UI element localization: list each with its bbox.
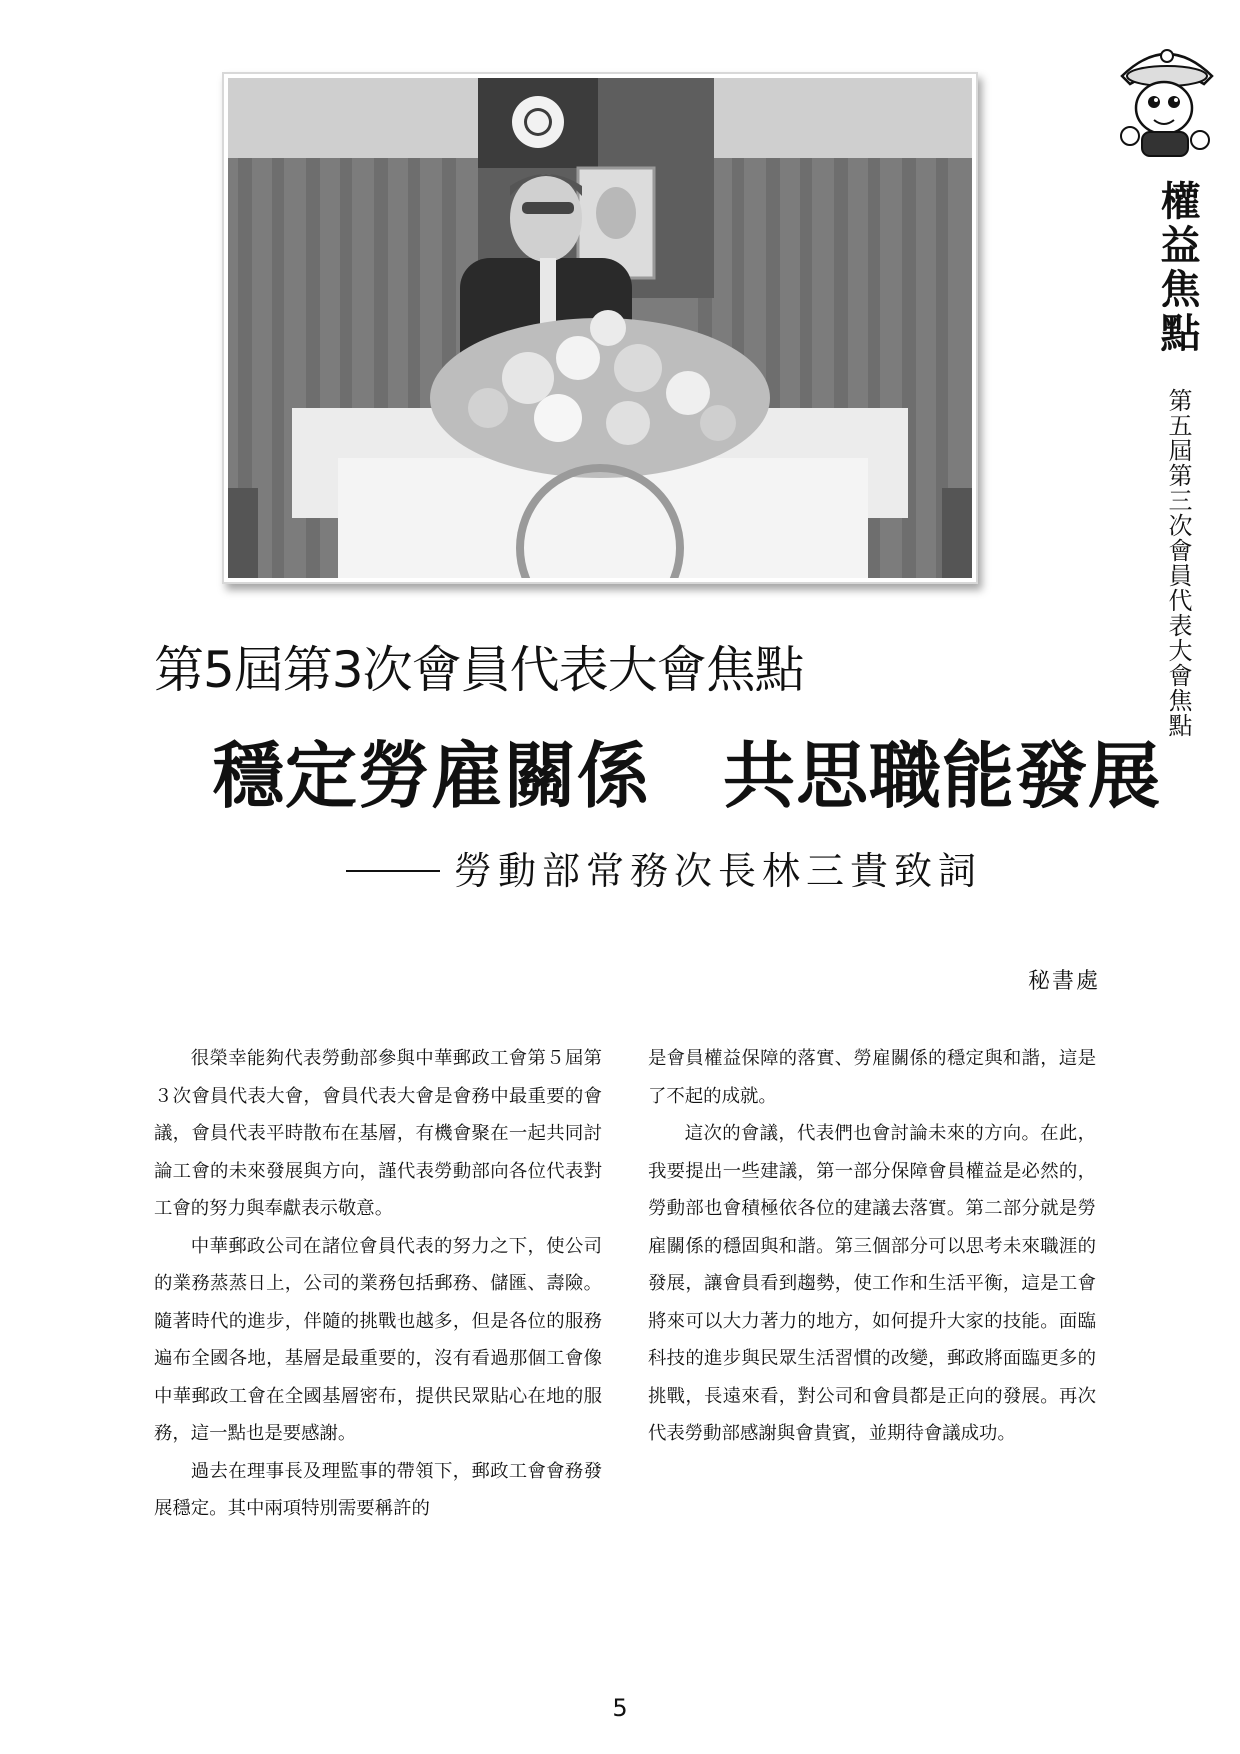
body-paragraph: 這次的會議，代表們也會討論未來的方向。在此，我要提出一些建議，第一部分保障會員權益是必然的，勞動部也會積極依各位的建議去落實。第二部分就是勞雇關係的穩固與和諧。第三個部分可以思考未來職涯的發展，讓會員看到趨勢，使工作和生活平衡，這是工會將來可以大力著力的地方，如何提升大家的技能。面臨科技的進步與民眾生活習慣的改變，郵政將面臨更多的挑戰，長遠來看，對公司和會員都是正向的發展。再次代表勞動部感謝與會貴賓，並期待會議成功。 — [648, 1123, 1096, 1444]
body-column-left — [154, 1040, 602, 1528]
body-column-right — [648, 1040, 1096, 1453]
section-category: 權益焦點 — [1154, 180, 1201, 356]
body-paragraph: 過去在理事長及理監事的帶領下，郵政工會會務發展穩定。其中兩項特別需要稱許的 — [154, 1460, 602, 1519]
speaker-podium-photo — [228, 78, 972, 578]
page-number: 5 — [612, 1694, 628, 1722]
body-paragraph: 中華郵政公司在諸位會員代表的努力之下，使公司的業務蒸蒸日上，公司的業務包括郵務、儲匯、壽險。隨著時代的進步，伴隨的挑戰也越多，但是各位的服務遍布全國各地，基層是最重要的，沒有看過那個工會像中華郵政工會在全國基層密布，提供民眾貼心在地的服務，這一點也是要感謝。 — [154, 1235, 602, 1444]
section-side-title: 第五屆第三次會員代表大會焦點 — [1164, 388, 1192, 738]
subhead-text: 勞動部常務次長林三貴致詞 — [454, 849, 983, 893]
article-author: 秘書處 — [1027, 969, 1100, 994]
em-dash-rule — [346, 870, 440, 872]
article-subhead — [346, 840, 1066, 895]
article-headline: 穩定勞雇關係 共思職能發展 — [212, 733, 1162, 818]
article-kicker: 第5屆第3次會員代表大會焦點 — [154, 641, 804, 699]
police-mascot-icon — [1112, 36, 1222, 162]
speaker-photo — [222, 72, 978, 584]
body-paragraph: 是會員權益保障的落實、勞雇關係的穩定與和諧，這是了不起的成就。 — [648, 1048, 1096, 1107]
body-paragraph: 很榮幸能夠代表勞動部參與中華郵政工會第５屆第３次會員代表大會，會員代表大會是會務中最重要的會議，會員代表平時散布在基層，有機會聚在一起共同討論工會的未來發展與方向，謹代表勞動部向各位代表對工會的努力與奉獻表示敬意。 — [154, 1048, 602, 1219]
